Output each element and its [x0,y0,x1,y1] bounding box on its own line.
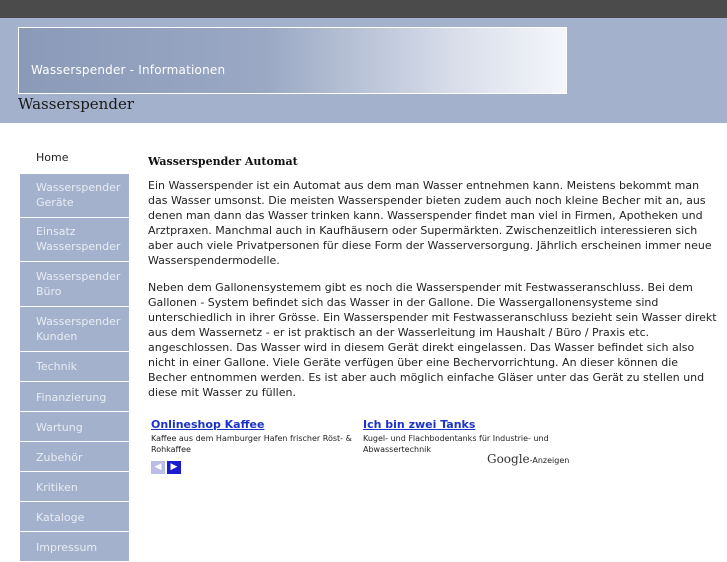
ad-navigation [151,454,183,474]
ad-1-description: Kaffee aus dem Hamburger Hafen frischer Röst- & Rohkaffee [151,434,352,454]
nav-wasserspender-geraete[interactable]: Wasserspender Geräte [20,174,129,218]
paragraph-2: Neben dem Gallonensystemem gibt es noch die Wasserspender mit Festwasseranschluss. Bei dem Gallonen - System befindet sich das Wasser in der Gallone. Die Wassergallonensysteme sind unterschiedlich in ihrer Grösse. Ein Wasserspender mit Festwasseranschluss bezieht sein Wasser direkt aus dem Wassernetz - er ist praktisch an der Wasserleitung im Haushalt / Büro / Praxis etc. angeschlossen. Das Wasser wird in diesem Gerät direkt eingelassen. Das Wasser befindet sich also nicht in einer Gallone. Viele Geräte verfügen über eine Bechervorrichtung. An dieser können die Becher entnommen werden. Es ist aber auch möglich einfache Gläser unter das Gerät zu stellen und diese mit Wasser zu füllen. [148,281,717,399]
main-content [148,155,720,412]
google-ads-label[interactable] [487,452,569,466]
ad-2-link[interactable]: Ich bin zwei Tanks [363,418,476,431]
nav-kataloge[interactable]: Kataloge [20,502,129,532]
next-arrow-icon[interactable]: ▶ [167,461,181,474]
nav-finanzierung[interactable]: Finanzierung [20,382,129,412]
site-title: Wasserspender [18,95,134,113]
ad-1-link[interactable]: Onlineshop Kaffee [151,418,265,431]
header [0,18,727,123]
ad-2 [363,413,583,455]
google-logo: Google [487,452,530,466]
sidebar-nav [20,143,129,562]
page-heading: Wasserspender Automat [148,155,298,168]
nav-wartung[interactable]: Wartung [20,412,129,442]
paragraph-1: Ein Wasserspender ist ein Automat aus dem man Wasser entnehmen kann. Meistens bekommt man das Wasser umsonst. Die meisten Wasserspender bieten zudem auch noch kleine Becher mit an, aus denen man dann das Wasser trinken kann. Wasserspender findet man viel in Firmen, Apotheken und Arztpraxen. Manchmal auch in Kaufhäusern oder Supermärkten. Zwischenzeitlich interessieren sich aber auch viele Privatpersonen für diese Form der Wasserversorgung. Jährlich erscheinen immer neue Wasserspendermodelle. [148,179,712,267]
nav-technik[interactable]: Technik [20,352,129,382]
nav-impressum[interactable]: Impressum [20,532,129,562]
nav-kritiken[interactable]: Kritiken [20,472,129,502]
banner-text: Wasserspender - Informationen [31,63,226,77]
previous-arrow-icon[interactable]: ◀ [151,461,165,474]
nav-einsatz-wasserspender[interactable]: Einsatz Wasserspender [20,218,129,262]
ad-1 [151,413,356,455]
ad-2-description: Kugel- und Flachbodentanks für Industrie- und Abwassertechnik [363,434,549,454]
ad-block [150,413,580,473]
nav-zubehoer[interactable]: Zubehör [20,442,129,472]
google-ads-suffix: -Anzeigen [529,456,570,465]
nav-wasserspender-kunden[interactable]: Wasserspender Kunden [20,307,129,352]
nav-home[interactable]: Home [20,143,129,174]
top-bar [0,0,727,18]
nav-wasserspender-buero[interactable]: Wasserspender Büro [20,262,129,307]
header-banner [18,27,567,94]
